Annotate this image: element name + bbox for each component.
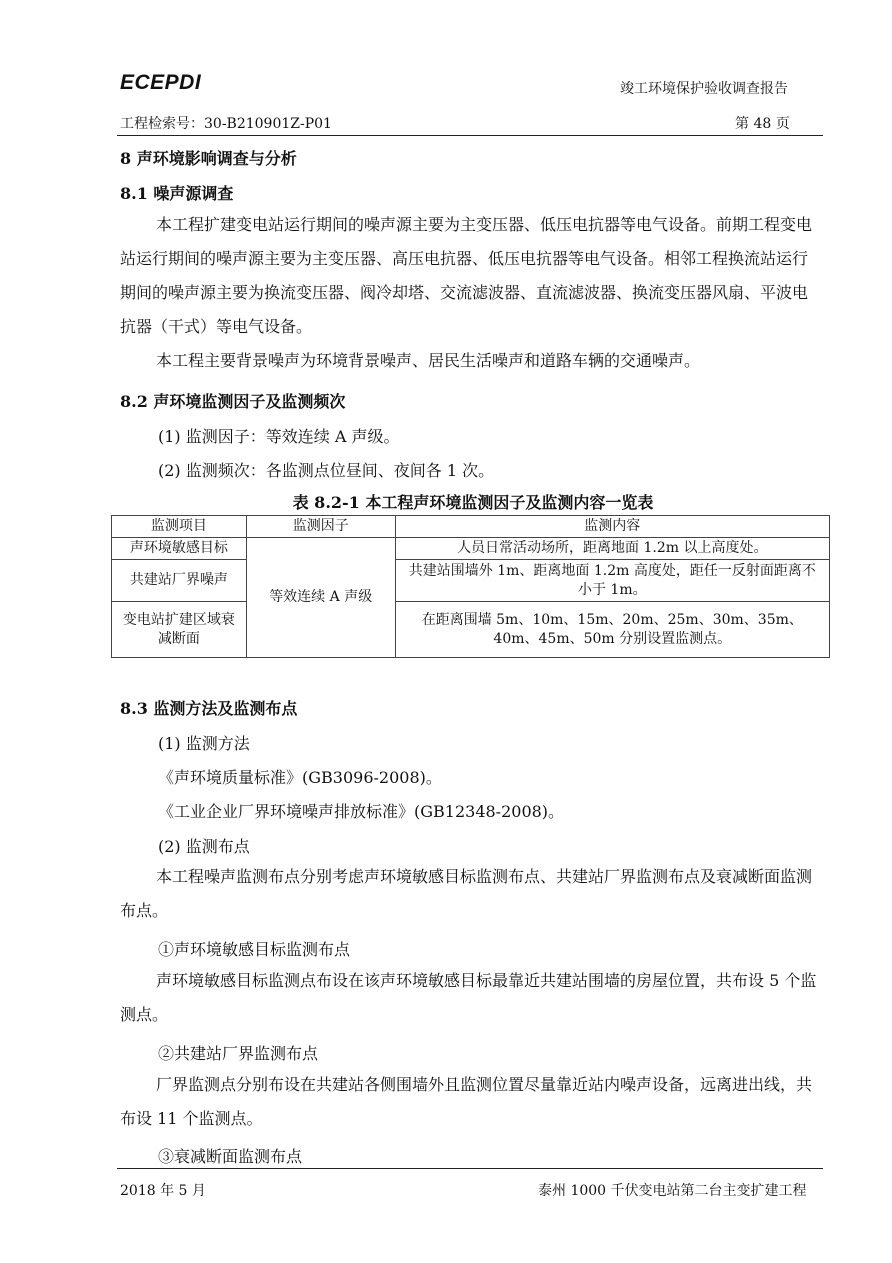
paragraph-layout-overview: 本工程噪声监测布点分别考虑声环境敏感目标监测布点、共建站厂界监测布点及衰减断面监测布点。 <box>120 867 813 920</box>
subheading-sensitive-targets: ①声环境敏感目标监测布点 <box>158 940 351 959</box>
monitoring-frequency-item: (2) 监测频次：各监测点位昼间、夜间各 1 次。 <box>158 461 495 480</box>
company-logo: ECEPDI <box>120 71 202 94</box>
monitoring-table <box>111 515 830 658</box>
report-title: 竣工环境保护验收调查报告 <box>620 81 788 97</box>
subheading-boundary: ②共建站厂界监测布点 <box>158 1044 319 1063</box>
table-row <box>112 538 830 560</box>
table-cell-item: 声环境敏感目标 <box>112 538 247 560</box>
section-8-title: 8 声环境影响调查与分析 <box>120 149 297 168</box>
table-header-row <box>112 516 830 538</box>
footer-project-name: 泰州 1000 千伏变电站第二台主变扩建工程 <box>538 1183 807 1199</box>
table-cell-content: 在距离围墙 5m、10m、15m、20m、25m、30m、35m、40m、45m、50m 分别设置监测点。 <box>395 602 829 658</box>
footer-date: 2018 年 5 月 <box>120 1183 206 1199</box>
paragraph-background-noise: 本工程主要背景噪声为环境背景噪声、居民生活噪声和道路车辆的交通噪声。 <box>156 351 701 370</box>
subheading-attenuation: ③衰减断面监测布点 <box>158 1147 303 1166</box>
paragraph-boundary: 厂界监测点分别布设在共建站各侧围墙外且监测位置尽量靠近站内噪声设备，远离进出线，共布设 11 个监测点。 <box>120 1075 813 1128</box>
header-rule <box>117 135 823 136</box>
table-caption: 表 8.2-1 本工程声环境监测因子及监测内容一览表 <box>292 493 654 512</box>
paragraph-noise-sources: 本工程扩建变电站运行期间的噪声源主要为主变压器、低压电抗器等电气设备。前期工程变电站运行期间的噪声源主要为主变压器、高压电抗器、低压电抗器等电气设备。相邻工程换流站运行期间的噪声源主要为换流变压器、阀冷却塔、交流滤波器、直流滤波器、换流变压器风扇、平波电抗器（干式）等电气设备。 <box>120 215 813 336</box>
monitoring-layout-item: (2) 监测布点 <box>158 837 250 856</box>
table-row <box>112 560 830 602</box>
section-8-1-title: 8.1 噪声源调查 <box>120 184 234 203</box>
monitoring-factor-item: (1) 监测因子：等效连续 A 声级。 <box>158 427 400 446</box>
standard-gb3096: 《声环境质量标准》(GB3096-2008)。 <box>158 768 442 787</box>
table-cell-factor: 等效连续 A 声级 <box>246 538 395 658</box>
section-8-2-title: 8.2 声环境监测因子及监测频次 <box>120 392 346 411</box>
footer-rule <box>117 1168 823 1169</box>
table-cell-item: 变电站扩建区域衰减断面 <box>112 602 247 658</box>
table-header-cell: 监测内容 <box>395 516 829 538</box>
paragraph-sensitive-targets: 声环境敏感目标监测点布设在该声环境敏感目标最靠近共建站围墙的房屋位置，共布设 5 个监测点。 <box>120 971 817 1024</box>
table-cell-content: 人员日常活动场所，距离地面 1.2m 以上高度处。 <box>395 538 829 560</box>
table-header-cell: 监测因子 <box>246 516 395 538</box>
table-row <box>112 602 830 658</box>
standard-gb12348: 《工业企业厂界环境噪声排放标准》(GB12348-2008)。 <box>158 802 565 821</box>
page-number: 第 48 页 <box>735 116 790 132</box>
section-8-3-title: 8.3 监测方法及监测布点 <box>120 699 298 718</box>
table-cell-item: 共建站厂界噪声 <box>112 560 247 602</box>
project-code: 工程检索号：30-B210901Z-P01 <box>120 116 332 132</box>
table-cell-content: 共建站围墙外 1m、距离地面 1.2m 高度处，距任一反射面距离不小于 1m。 <box>395 560 829 602</box>
table-header-cell: 监测项目 <box>112 516 247 538</box>
monitoring-method-item: (1) 监测方法 <box>158 734 250 753</box>
